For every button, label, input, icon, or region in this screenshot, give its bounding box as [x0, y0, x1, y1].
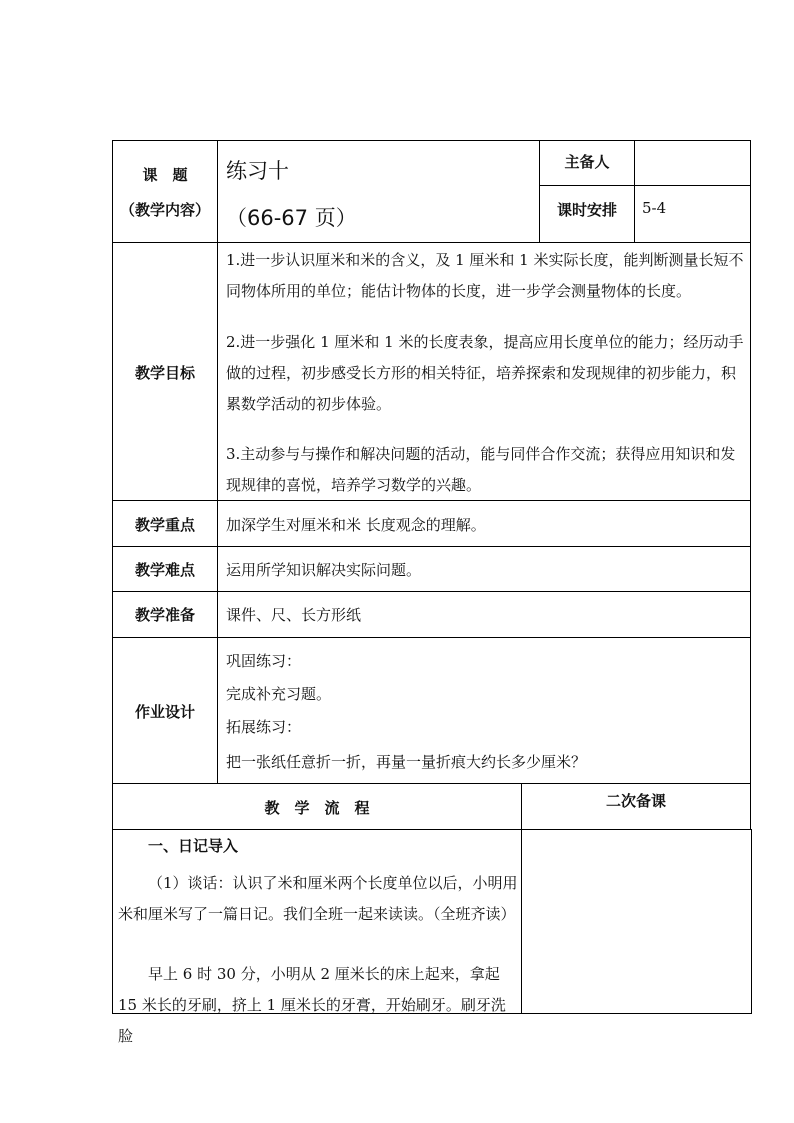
objectives-label: 教学目标 [134, 364, 195, 382]
secondary-prep-label: 二次备课 [605, 792, 666, 810]
grid-line [539, 185, 750, 186]
grid-line [634, 140, 635, 243]
grid-line [112, 546, 750, 547]
lesson-title: 练习十 [226, 159, 289, 183]
flow-paragraph: （1）谈话：认识了米和厘米两个长度单位以后，小明用米和厘米写了一篇日记。我们全班一起来读读。（全班齐读） [118, 874, 518, 923]
grid-line [521, 783, 522, 1014]
objective-item: 3.主动参与与操作和解决问题的活动，能与同伴合作交流；获得应用知识和发现规律的喜悦，培养学习数学的兴趣。 [226, 445, 736, 494]
difficulties-label: 教学难点 [134, 561, 195, 579]
grid-line [112, 591, 750, 592]
grid-line [112, 140, 750, 141]
objective-item: 1.进一步认识厘米和米的含义，及 1 厘米和 1 米实际长度，能判断测量长短不同物体所用的单位；能估计物体的长度，进一步学会测量物体的长度。 [226, 251, 744, 300]
objective-item: 2.进一步强化 1 厘米和 1 米的长度表象，提高应用长度单位的能力；经历动手做的过程，初步感受长方形的相关特征，培养探索和发现规律的初步能力，积累数学活动的初步体验。 [226, 333, 744, 413]
grid-line [750, 140, 751, 830]
homework-line: 巩固练习： [226, 652, 302, 670]
preparer-label: 主备人 [564, 153, 610, 171]
difficulties-value: 运用所学知识解决实际问题。 [226, 561, 422, 579]
homework-line: 把一张纸任意折一折，再量一量折痕大约长多少厘米？ [226, 753, 587, 771]
preparation-value: 课件、尺、长方形纸 [226, 606, 362, 624]
flow-label: 教 学 流 程 [264, 799, 370, 817]
schedule-label: 课时安排 [556, 201, 617, 219]
homework-label: 作业设计 [134, 703, 195, 721]
lesson-pages: （66-67 页） [226, 206, 357, 230]
grid-line [217, 140, 218, 784]
grid-line [112, 242, 750, 243]
grid-line [751, 829, 752, 1014]
key-points-label: 教学重点 [134, 516, 195, 534]
topic-sublabel: （教学内容） [119, 201, 210, 219]
schedule-value: 5-4 [642, 199, 667, 217]
homework-line: 拓展练习： [226, 718, 302, 736]
preparation-label: 教学准备 [134, 606, 195, 624]
flow-paragraph: 早上 6 时 30 分，小明从 2 厘米长的床上起来，拿起 15 米长的牙刷，挤上 1 厘米长的牙膏，开始刷牙。刷牙洗脸 [118, 965, 506, 1045]
topic-label: 课 题 [142, 166, 188, 184]
key-points-value: 加深学生对厘米和米 长度观念的理解。 [226, 516, 486, 534]
flow-section-title: 一、日记导入 [148, 837, 239, 855]
grid-line [112, 637, 750, 638]
grid-line [112, 829, 750, 830]
homework-line: 完成补充习题。 [226, 685, 332, 703]
grid-line [112, 783, 750, 784]
